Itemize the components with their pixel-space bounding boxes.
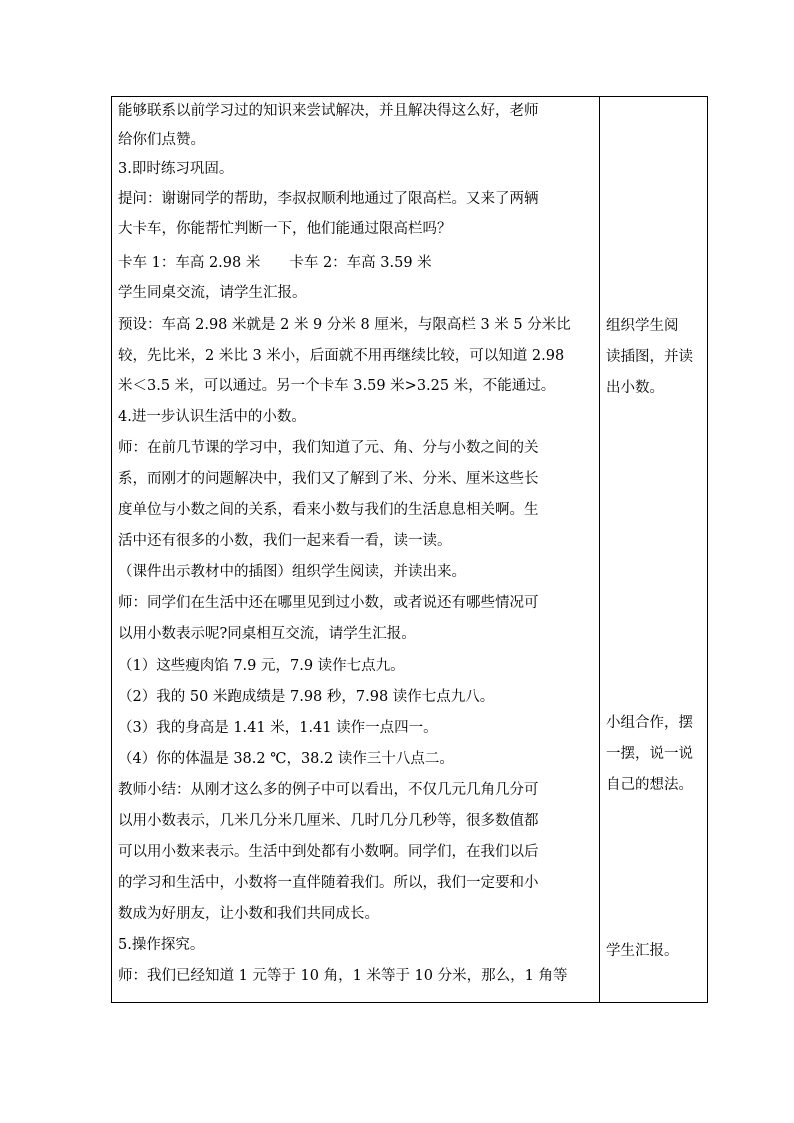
text-line: 数成为好朋友，让小数和我们共同成长。: [118, 906, 379, 922]
column-divider: [599, 97, 600, 1002]
text-line: 学生同桌交流，请学生汇报。: [118, 285, 307, 301]
text-line: 大卡车，你能帮忙判断一下，他们能通过限高栏吗？: [118, 221, 452, 237]
text-line: 卡车 1：车高 2.98 米 卡车 2：车高 3.59 米: [118, 255, 432, 271]
list-item: （1）这些瘦肉馅 7.9 元，7.9 读作七点九。: [118, 658, 405, 674]
text-line: 教师小结：从刚才这么多的例子中可以看出，不仅几元几角几分可: [118, 782, 539, 798]
text-line: 师：在前几节课的学习中，我们知道了元、角、分与小数之间的关: [118, 440, 539, 456]
text-line: 以用小数表示，几米几分米几厘米、几时几分几秒等，很多数值都: [118, 813, 539, 829]
text-line: 活中还有很多的小数，我们一起来看一看，读一读。: [118, 533, 452, 549]
list-item: （2）我的 50 米跑成绩是 7.98 秒，7.98 读作七点九八。: [118, 689, 495, 705]
activity-note-line: 一摆，说一说: [606, 746, 693, 762]
text-line: 米＜3.5 米，可以通过。另一个卡车 3.59 米>3.25 米，不能通过。: [118, 378, 556, 394]
text-line: 给你们点赞。: [118, 132, 205, 148]
text-line: 较，先比米，2 米比 3 米小，后面就不用再继续比较，可以知道 2.98: [118, 348, 565, 364]
activity-note-line: 小组合作，摆: [606, 715, 693, 731]
activity-note-line: 组织学生阅: [606, 318, 679, 334]
text-line: 师：同学们在生活中还在哪里见到过小数，或者说还有哪些情况可: [118, 595, 539, 611]
text-line: 可以用小数来表示。生活中到处都有小数啊。同学们，在我们以后: [118, 844, 539, 860]
text-line: 的学习和生活中，小数将一直伴随着我们。所以，我们一定要和小: [118, 875, 539, 891]
text-line: （课件出示教材中的插图）组织学生阅读，并读出来。: [118, 564, 466, 580]
list-item: （4）你的体温是 38.2 ℃，38.2 读作三十八点二。: [118, 751, 454, 767]
text-line: 以用小数表示呢?同桌相互交流，请学生汇报。: [118, 626, 416, 642]
text-line: 度单位与小数之间的关系，看来小数与我们的生活息息相关啊。生: [118, 502, 539, 518]
text-line: 系，而刚才的问题解决中，我们又了解到了米、分米、厘米这些长: [118, 471, 539, 487]
text-line: 提问：谢谢同学的帮助，李叔叔顺利地通过了限高栏。又来了两辆: [118, 191, 539, 207]
activity-note-line: 自己的想法。: [606, 777, 693, 793]
list-item: （3）我的身高是 1.41 米，1.41 读作一点四一。: [118, 720, 438, 736]
section-heading: 3.即时练习巩固。: [118, 161, 234, 177]
lesson-table: [111, 96, 708, 1003]
section-heading: 4.进一步认识生活中的小数。: [118, 409, 306, 425]
section-heading: 5.操作探究。: [118, 937, 205, 953]
text-line: 师：我们已经知道 1 元等于 10 角，1 米等于 10 分米，那么，1 角等: [118, 968, 568, 984]
activity-note-line: 出小数。: [606, 380, 664, 396]
text-line: 预设：车高 2.98 米就是 2 米 9 分米 8 厘米，与限高栏 3 米 5 分米比: [118, 317, 571, 333]
text-line: 能够联系以前学习过的知识来尝试解决，并且解决得这么好，老师: [118, 103, 539, 119]
activity-note-line: 学生汇报。: [606, 943, 679, 959]
activity-note-line: 读插图，并读: [606, 349, 693, 365]
